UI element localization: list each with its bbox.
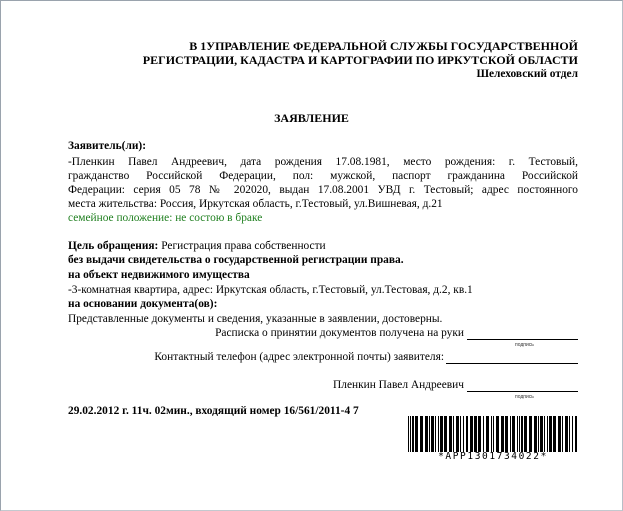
receipt-signature-hint: подпись: [515, 342, 534, 348]
receipt-signature-line: [467, 339, 578, 340]
applicant-line-1: -Пленкин Павел Андреевич, дата рождения 17.08.1981, место рождения: г. Тестовый,: [68, 156, 578, 168]
barcode-number: *APP1301734022*: [438, 451, 548, 462]
applicant-label: Заявитель(ли):: [68, 140, 146, 152]
barcode-bar: [420, 416, 423, 452]
barcode-bar: [512, 416, 515, 452]
barcode-bar: [496, 416, 499, 452]
marital-status: семейное положение: не состою в браке: [68, 212, 263, 224]
barcode-bar: [429, 416, 430, 452]
purpose-line: [68, 239, 326, 253]
contact-line: [446, 363, 578, 364]
barcode-bar: [470, 416, 473, 452]
barcode-bar: [408, 416, 409, 452]
receipt-statement: Расписка о принятии документов получена на руки: [215, 327, 464, 339]
barcode-bar: [510, 416, 511, 452]
header-department: Шелеховский отдел: [476, 68, 578, 80]
barcode-bar: [529, 416, 532, 452]
barcode-bar: [501, 416, 504, 452]
barcode-bar: [565, 416, 568, 452]
truth-statement: Представленные документы и сведения, указанные в заявлении, достоверны.: [68, 313, 443, 325]
document-title: ЗАЯВЛЕНИЕ: [274, 111, 349, 125]
object-label: на объект недвижимого имущества: [68, 269, 250, 281]
barcode-bar: [538, 416, 539, 452]
header-authority-line1: В 1УПРАВЛЕНИЕ ФЕДЕРАЛЬНОЙ СЛУЖБЫ ГОСУДАРСТВЕННОЙ: [189, 39, 578, 53]
barcode-bar: [562, 416, 563, 452]
barcode-bar: [575, 416, 577, 452]
signer-signature-line: [467, 391, 578, 392]
barcode-bar: [483, 416, 484, 452]
barcode-bar: [540, 416, 543, 452]
barcode-bar: [474, 416, 477, 452]
barcode-bar: [431, 416, 434, 452]
barcode-bar: [491, 416, 492, 452]
barcode-bar: [440, 416, 443, 452]
barcode-bar: [438, 416, 439, 452]
barcode-bar: [435, 416, 436, 452]
purpose-label: Цель обращения:: [68, 240, 159, 252]
barcode-bar: [558, 416, 561, 452]
barcode-bar: [505, 416, 508, 452]
signer-signature-hint: подпись: [515, 394, 534, 400]
barcode-bar: [547, 416, 548, 452]
barcode-bar: [524, 416, 527, 452]
barcode-bar: [449, 416, 452, 452]
barcode-bar: [517, 416, 518, 452]
barcode-bar: [486, 416, 489, 452]
barcode-bar: [463, 416, 464, 452]
barcode-bar: [410, 416, 411, 452]
barcode-bar: [544, 416, 545, 452]
barcode-bar: [444, 416, 447, 452]
barcode-bar: [425, 416, 428, 452]
basis-documents-label: на основании документа(ов):: [68, 298, 218, 310]
registration-info: 29.02.2012 г. 11ч. 02мин., входящий номер 16/561/2011-4 7: [68, 405, 359, 417]
barcode-bar: [478, 416, 481, 452]
barcode-bar: [553, 416, 556, 452]
barcode-bar: [415, 416, 418, 452]
barcode-bar: [549, 416, 552, 452]
purpose-no-certificate: без выдачи свидетельства о государственной регистрации права.: [68, 254, 404, 266]
applicant-line-2: гражданство Российской Федерации, пол: мужской, паспорт гражданина Российской: [68, 170, 578, 182]
barcode-bar: [572, 416, 573, 452]
barcode-bar: [569, 416, 570, 452]
barcode-bar: [521, 416, 523, 452]
applicant-line-3: Федерации: серия 05 78 № 202020, выдан 17.08.2001 УВД г. Тестовый; адрес постоянного: [68, 184, 578, 196]
barcode: [408, 416, 578, 452]
barcode-bar: [493, 416, 494, 452]
barcode-bar: [453, 416, 454, 452]
barcode-bar: [534, 416, 537, 452]
applicant-line-4: места жительства: Россия, Иркутская область, г.Тестовый, ул.Вишневая, д.21: [68, 198, 443, 210]
barcode-bar: [456, 416, 459, 452]
barcode-bar: [460, 416, 461, 452]
barcode-bar: [466, 416, 468, 452]
contact-statement: Контактный телефон (адрес электронной почты) заявителя:: [154, 351, 444, 363]
object-description: -3-комнатная квартира, адрес: Иркутская область, г.Тестовый, ул.Тестовая, д.2, кв.1: [68, 284, 473, 296]
header-authority-line2: РЕГИСТРАЦИИ, КАДАСТРА И КАРТОГРАФИИ ПО ИРКУТСКОЙ ОБЛАСТИ: [142, 53, 578, 67]
purpose-value: Регистрация права собственности: [158, 240, 326, 252]
barcode-bar: [519, 416, 520, 452]
barcode-bar: [412, 416, 414, 452]
signer-name: Пленкин Павел Андреевич: [333, 379, 464, 391]
